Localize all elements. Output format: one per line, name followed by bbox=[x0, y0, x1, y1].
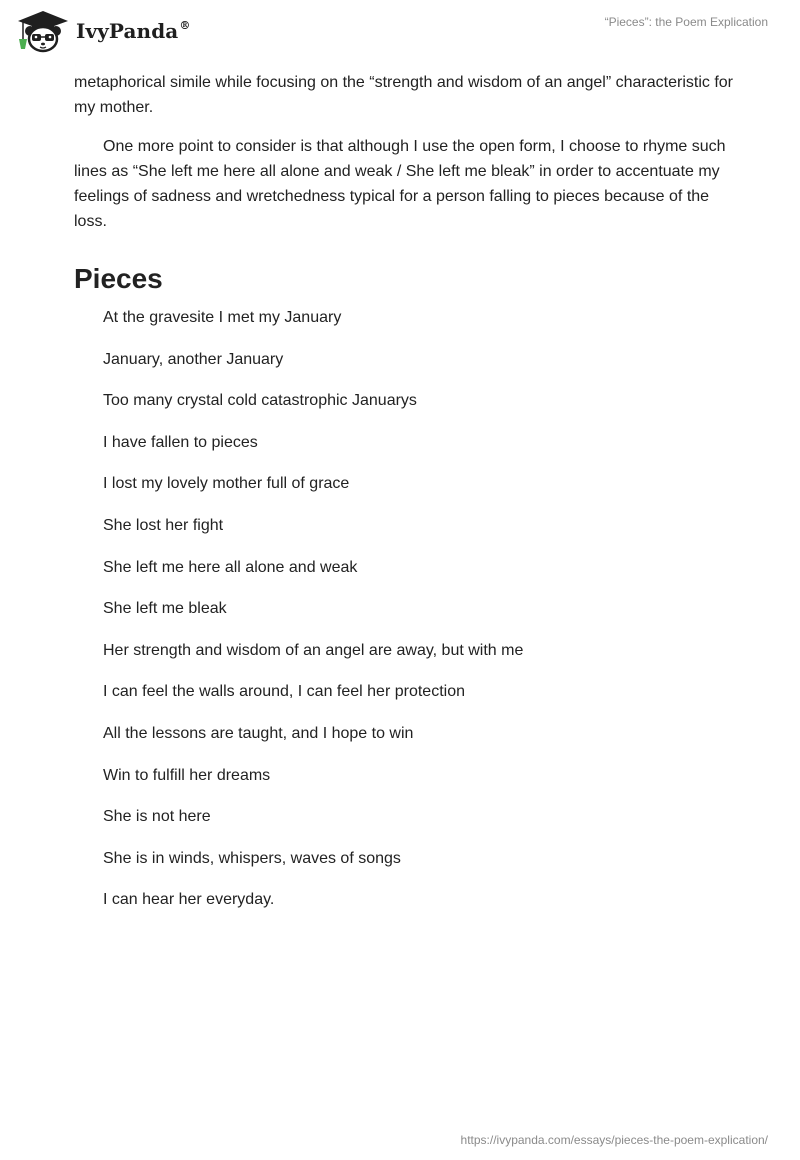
section-heading: Pieces bbox=[74, 263, 163, 294]
poem-line: I can hear her everyday. bbox=[103, 891, 275, 909]
poem-line: I lost my lovely mother full of grace bbox=[103, 475, 350, 493]
ivypanda-logo[interactable] bbox=[14, 9, 190, 53]
body-paragraph: One more point to consider is that although I use the open form, I choose to rhyme such lines as “She left me here all alone and weak / She left me bleak” in order to accentuate my feelings of sadness and wretchedness typical for a person falling to pieces because of the loss. bbox=[74, 138, 726, 230]
page-header bbox=[0, 0, 800, 60]
poem bbox=[74, 308, 734, 910]
panda-graduation-cap-icon bbox=[14, 9, 72, 53]
poem-line: Her strength and wisdom of an angel are away, but with me bbox=[103, 641, 524, 659]
poem-line: She is in winds, whispers, waves of songs bbox=[103, 849, 401, 867]
poem-line: At the gravesite I met my January bbox=[103, 309, 342, 326]
poem-line: January, another January bbox=[103, 350, 284, 368]
poem-line: She left me here all alone and weak bbox=[103, 558, 358, 576]
essay-content bbox=[74, 70, 734, 932]
poem-line: Too many crystal cold catastrophic Januarys bbox=[103, 392, 417, 410]
poem-line: She lost her fight bbox=[103, 516, 224, 534]
poem-line: I have fallen to pieces bbox=[103, 433, 258, 451]
source-url[interactable]: https://ivypanda.com/essays/pieces-the-poem-explication/ bbox=[460, 1133, 768, 1147]
body-paragraph: metaphorical simile while focusing on the “strength and wisdom of an angel” characteristic for my mother. bbox=[74, 74, 733, 116]
document-title: “Pieces”: the Poem Explication bbox=[604, 15, 768, 29]
poem-line: I can feel the walls around, I can feel her protection bbox=[103, 683, 465, 701]
poem-line: She is not here bbox=[103, 808, 211, 826]
registered-mark: ® bbox=[179, 19, 191, 32]
poem-line: Win to fulfill her dreams bbox=[103, 766, 271, 784]
poem-line: All the lessons are taught, and I hope to win bbox=[103, 724, 414, 742]
logo-wordmark: IvyPanda® bbox=[76, 19, 191, 43]
poem-line: She left me bleak bbox=[103, 600, 227, 618]
